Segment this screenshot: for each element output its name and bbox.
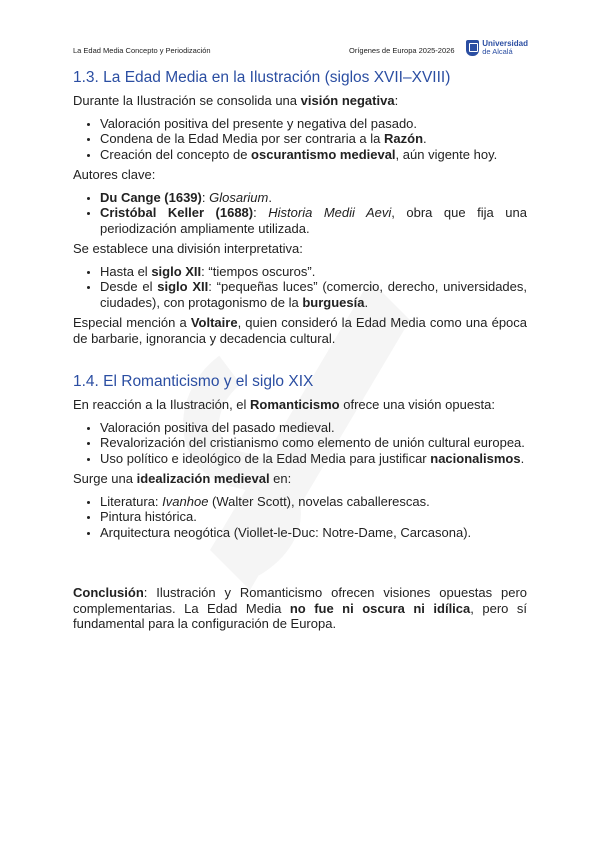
logo-line-2: de Alcalá — [482, 47, 513, 56]
list-item — [100, 451, 527, 467]
text: : “pequeñas luces” (comercio, derecho, universidades, ciudades), con protagonismo de la — [100, 279, 528, 310]
text: En reacción a la Ilustración, el — [73, 397, 251, 412]
text-bold: Romanticismo — [250, 397, 340, 412]
document-body — [73, 69, 527, 632]
text-bold: idealización medieval — [136, 471, 270, 486]
authors-list — [73, 190, 527, 237]
university-crest-icon — [466, 40, 479, 56]
text: : Ilustración y Romanticismo ofrecen visiones opuestas pero complementarias. La Edad Media — [73, 585, 527, 616]
text: Surge una — [73, 471, 137, 486]
list-item — [100, 131, 527, 147]
logo-line-1: Universidad — [482, 39, 528, 48]
text: , pero sí fundamental para la configuración de Europa. — [73, 600, 527, 631]
text: Arquitectura neogótica (Viollet-le-Duc: Notre-Dame, Carcasona). — [100, 524, 472, 540]
text: , aún vigente hoy. — [395, 146, 498, 162]
list-item — [100, 147, 527, 163]
list-item — [100, 205, 527, 236]
text: : — [253, 205, 269, 220]
idealization-label — [73, 471, 527, 487]
list-item — [100, 279, 527, 310]
enlightenment-list — [73, 116, 527, 163]
header-document-title: La Edad Media Concepto y Periodización — [73, 46, 211, 55]
text: . — [423, 131, 427, 146]
text: (Walter Scott), novelas caballerescas. — [208, 493, 430, 509]
division-list — [73, 264, 527, 311]
text: . — [364, 294, 369, 310]
idealization-list — [73, 494, 527, 541]
text: . — [268, 189, 272, 205]
text: , obra que fija una periodización ampliamente utilizada. — [100, 205, 527, 236]
university-logo — [466, 40, 528, 56]
section-1-4-heading: 1.4. El Romanticismo y el siglo XIX — [73, 373, 314, 390]
text: Durante la Ilustración se consolida una — [73, 93, 301, 108]
section-1-3-heading: 1.3. La Edad Media en la Ilustración (siglos XVII–XVIII) — [73, 69, 451, 86]
list-item — [100, 264, 527, 280]
text-bold: siglo XII — [157, 279, 209, 294]
text: Hasta el — [100, 263, 152, 279]
text: , quien consideró la Edad Media como una época de barbarie, ignorancia y decadencia cultural. — [73, 315, 528, 346]
section-1-3-intro — [73, 93, 527, 109]
text: Creación del concepto de — [100, 146, 252, 162]
list-item — [100, 525, 527, 541]
text: Uso político e ideológico de la Edad Media para justificar — [100, 450, 431, 466]
text-italic: Glosarium — [209, 189, 269, 205]
text-bold: Voltaire — [190, 315, 238, 330]
text-bold: Du Cange (1639) — [100, 189, 202, 205]
text: Revalorización del cristianismo como elemento de unión cultural europea. — [100, 435, 525, 450]
list-item — [100, 116, 527, 132]
text: Especial mención a — [73, 315, 191, 330]
text-bold: nacionalismos — [430, 450, 521, 466]
header-course-title: Orígenes de Europa 2025-2026 — [349, 46, 455, 55]
list-item — [100, 509, 527, 525]
page-header — [73, 40, 528, 60]
text-italic: Historia Medii Aevi — [268, 205, 392, 220]
authors-label: Autores clave: — [73, 167, 156, 182]
text: ofrece una visión opuesta: — [339, 397, 496, 412]
text-italic: Ivanhoe — [162, 493, 209, 509]
division-label: Se establece una división interpretativa: — [73, 241, 303, 256]
text-bold: Cristóbal Keller (1688) — [100, 205, 254, 220]
text: : — [394, 93, 399, 108]
conclusion-label: Conclusión — [73, 585, 144, 600]
text: en: — [269, 471, 292, 486]
text-bold: oscurantismo medieval — [251, 146, 396, 162]
text-bold: Razón — [384, 131, 424, 146]
text: Valoración positiva del presente y negativa del pasado. — [100, 115, 418, 131]
list-item — [100, 190, 527, 206]
list-item — [100, 435, 527, 451]
text: : “tiempos oscuros”. — [201, 263, 316, 279]
text: . — [520, 450, 525, 466]
text-bold: siglo XII — [151, 263, 202, 279]
list-item — [100, 420, 527, 436]
text: Pintura histórica. — [100, 509, 197, 524]
text-bold: visión negativa — [300, 93, 395, 108]
text: Condena de la Edad Media por ser contraria a la — [100, 131, 385, 146]
list-item — [100, 494, 527, 510]
voltaire-paragraph — [73, 315, 527, 346]
romanticism-list — [73, 420, 527, 467]
text: Valoración positiva del pasado medieval. — [100, 419, 335, 435]
text: Desde el — [100, 279, 158, 294]
section-1-4-intro — [73, 397, 527, 413]
text-bold: no fue ni oscura ni idílica — [289, 600, 471, 616]
text-bold: burguesía — [302, 294, 365, 310]
text: Literatura: — [100, 493, 163, 509]
text: : — [201, 189, 210, 205]
conclusion-paragraph — [73, 585, 527, 632]
university-logo-text — [482, 40, 528, 56]
